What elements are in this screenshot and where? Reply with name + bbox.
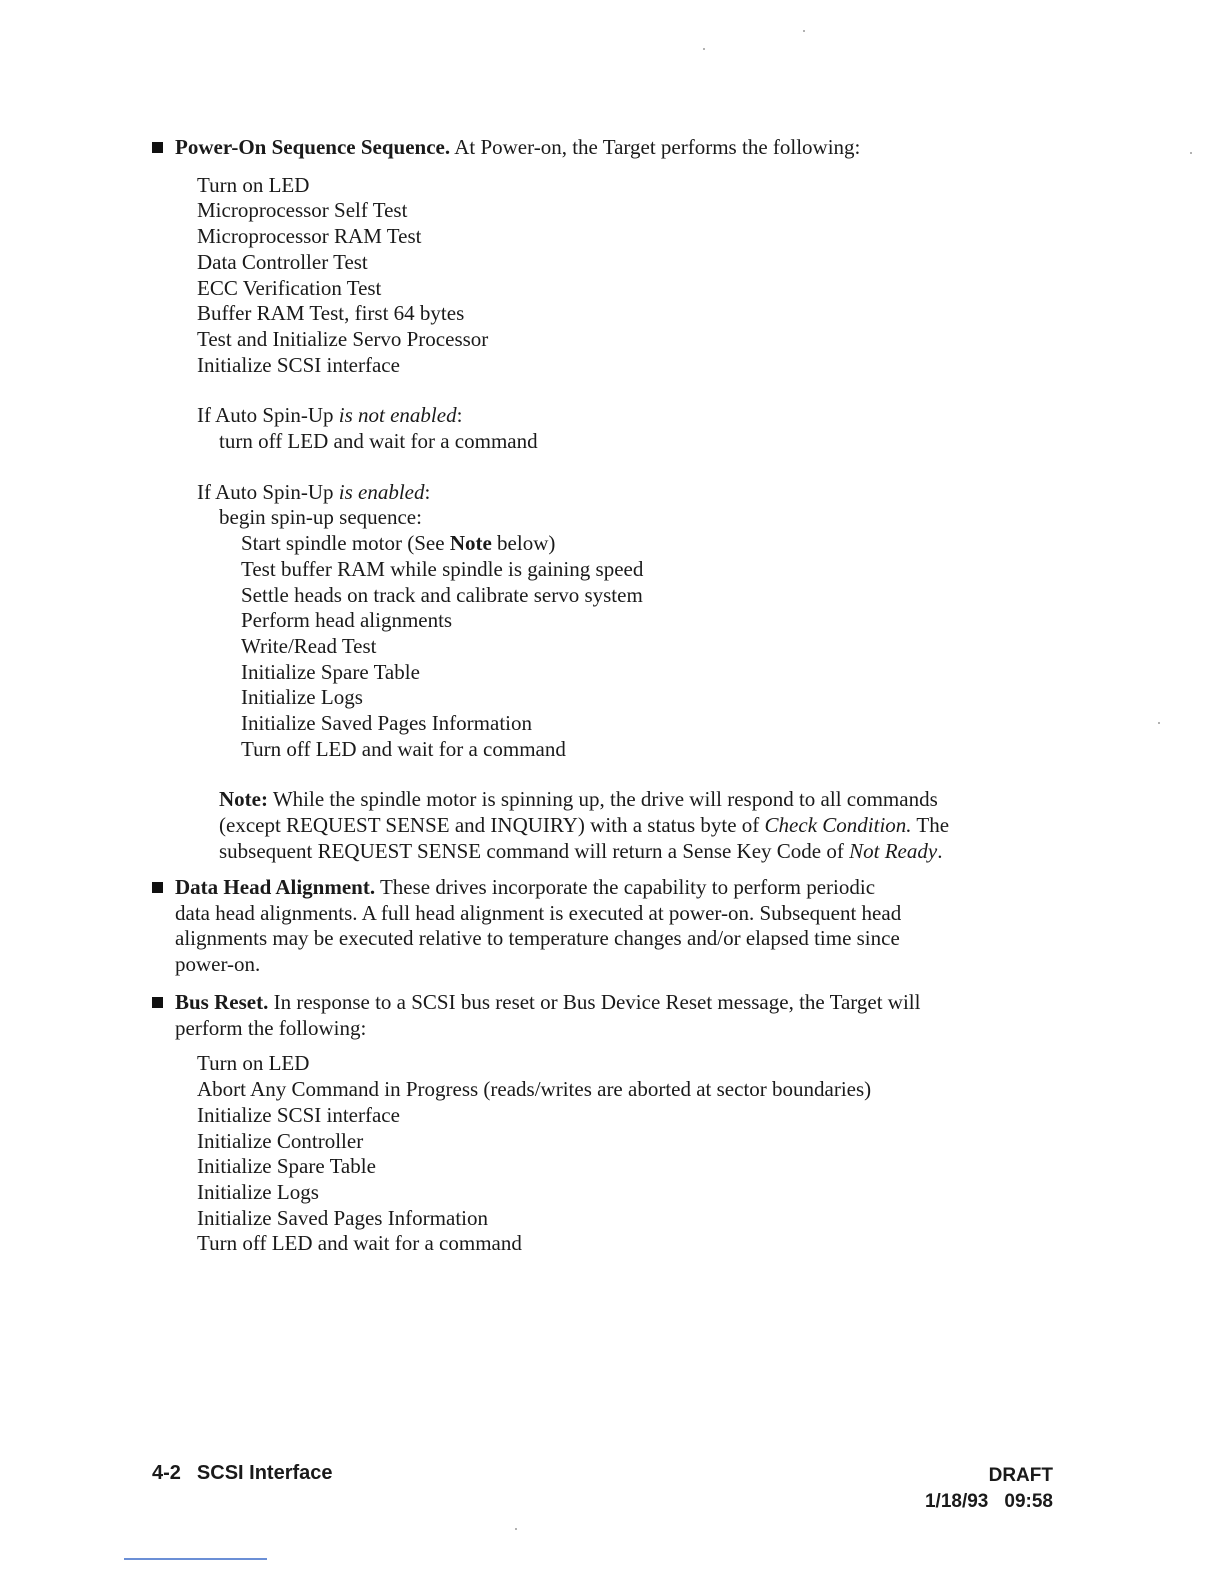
note-text: . [937, 838, 943, 863]
scan-speck [515, 1528, 517, 1530]
draft-time: 09:58 [1004, 1491, 1053, 1512]
draft-timestamp [925, 1489, 1053, 1515]
note-line-3 [219, 839, 1052, 865]
condition-text: is not enabled [338, 403, 457, 428]
bus-reset-line-1 [175, 990, 1052, 1016]
scan-speck [1158, 722, 1160, 724]
bus-reset-paragraph [175, 990, 1052, 1041]
spin-start-suffix: below) [491, 531, 556, 556]
list-item: Turn off LED and wait for a command [197, 1231, 522, 1256]
list-item: Buffer RAM Test, first 64 bytes [197, 301, 465, 326]
list-item: Turn on LED [197, 1051, 310, 1076]
scan-speck [703, 48, 705, 50]
list-item: Initialize Saved Pages Information [241, 711, 532, 736]
list-item: Initialize Saved Pages Information [197, 1205, 488, 1230]
list-item: Data Controller Test [197, 249, 368, 274]
bus-reset-text: In response to a SCSI bus reset or Bus Device Reset message, the Target will [268, 990, 921, 1014]
note-text: (except REQUEST SENSE and INQUIRY) with a status byte of [219, 813, 765, 838]
bullet-icon [152, 142, 163, 153]
draft-label: DRAFT [988, 1465, 1053, 1486]
spin-up-steps [241, 531, 1052, 762]
list-item: Microprocessor RAM Test [197, 224, 422, 249]
note-line-2 [219, 813, 1052, 839]
alignment-line-1 [175, 875, 1052, 901]
note-text: While the spindle motor is spinning up, the drive will respond to all commands [267, 787, 938, 812]
list-item: Initialize SCSI interface [197, 352, 400, 377]
list-item: Turn off LED and wait for a command [241, 736, 566, 761]
chapter-title: SCSI Interface [196, 1462, 333, 1484]
list-item: Abort Any Command in Progress (reads/writes are aborted at sector boundaries) [197, 1077, 872, 1102]
bullet-icon [152, 997, 163, 1008]
list-item: Initialize Logs [197, 1179, 319, 1204]
list-item: Initialize Controller [197, 1128, 364, 1153]
note-italic: Check Condition. [764, 813, 912, 838]
condition-prefix: If Auto Spin-Up [197, 479, 339, 504]
page-number: 4-2 [152, 1462, 181, 1484]
power-on-intro [175, 135, 1052, 161]
page-footer-right [925, 1463, 1053, 1515]
power-on-intro-text: At Power-on, the Target performs the following: [450, 135, 861, 159]
auto-spinup-enabled [197, 480, 1052, 506]
note-text: subsequent REQUEST SENSE command will return a Sense Key Code of [219, 838, 850, 863]
note-italic: Not Ready [849, 838, 938, 863]
section-bus-reset [152, 990, 1052, 1257]
condition-text: is enabled [338, 479, 425, 504]
condition-suffix: : [456, 403, 463, 428]
list-item: ECC Verification Test [197, 275, 382, 300]
alignment-heading: Data Head Alignment. [175, 875, 376, 899]
alignment-paragraph [175, 875, 1052, 978]
section-power-on [152, 135, 1052, 865]
note-line-1 [219, 787, 1052, 813]
alignment-text: These drives incorporate the capability to perform periodic [375, 875, 876, 899]
power-on-steps [197, 173, 1052, 379]
enabled-action: begin spin-up sequence: [219, 505, 422, 530]
note-block [219, 787, 1052, 864]
list-item: Microprocessor Self Test [197, 198, 408, 223]
list-item: Initialize Logs [241, 685, 363, 710]
page-footer-left [152, 1462, 333, 1485]
bullet-icon [152, 882, 163, 893]
scan-speck [1190, 152, 1192, 154]
note-label: Note: [219, 787, 268, 812]
note-reference: Note [449, 531, 492, 556]
scan-speck [803, 30, 805, 32]
power-on-heading: Power-On Sequence Sequence. [175, 135, 451, 159]
list-item: Perform head alignments [241, 608, 453, 633]
condition-prefix: If Auto Spin-Up [197, 403, 339, 428]
list-item: Test and Initialize Servo Processor [197, 326, 489, 351]
bus-reset-steps [197, 1051, 1052, 1257]
bus-reset-heading: Bus Reset. [175, 990, 269, 1014]
draft-date: 1/18/93 [924, 1491, 989, 1512]
list-item: Initialize SCSI interface [197, 1102, 400, 1127]
list-item: Write/Read Test [241, 633, 377, 658]
alignment-line-4: power-on. [175, 952, 261, 977]
condition-suffix: : [424, 479, 431, 504]
scan-edge-line [124, 1558, 267, 1560]
list-item: Test buffer RAM while spindle is gaining speed [241, 556, 644, 581]
list-item: Settle heads on track and calibrate servo system [241, 582, 643, 607]
list-item: Initialize Spare Table [241, 659, 420, 684]
auto-spinup-not-enabled [197, 403, 1052, 429]
note-text: The [911, 813, 950, 838]
list-item: Turn on LED [197, 172, 310, 197]
bus-reset-line-2: perform the following: [175, 1015, 367, 1040]
not-enabled-action: turn off LED and wait for a command [219, 429, 538, 454]
spin-start-prefix: Start spindle motor (See [241, 531, 450, 556]
list-item [241, 531, 1052, 557]
alignment-line-3: alignments may be executed relative to temperature changes and/or elapsed time since [175, 926, 900, 951]
section-data-head-alignment [152, 875, 1052, 978]
list-item: Initialize Spare Table [197, 1154, 376, 1179]
alignment-line-2: data head alignments. A full head alignment is executed at power-on. Subsequent head [175, 900, 902, 925]
